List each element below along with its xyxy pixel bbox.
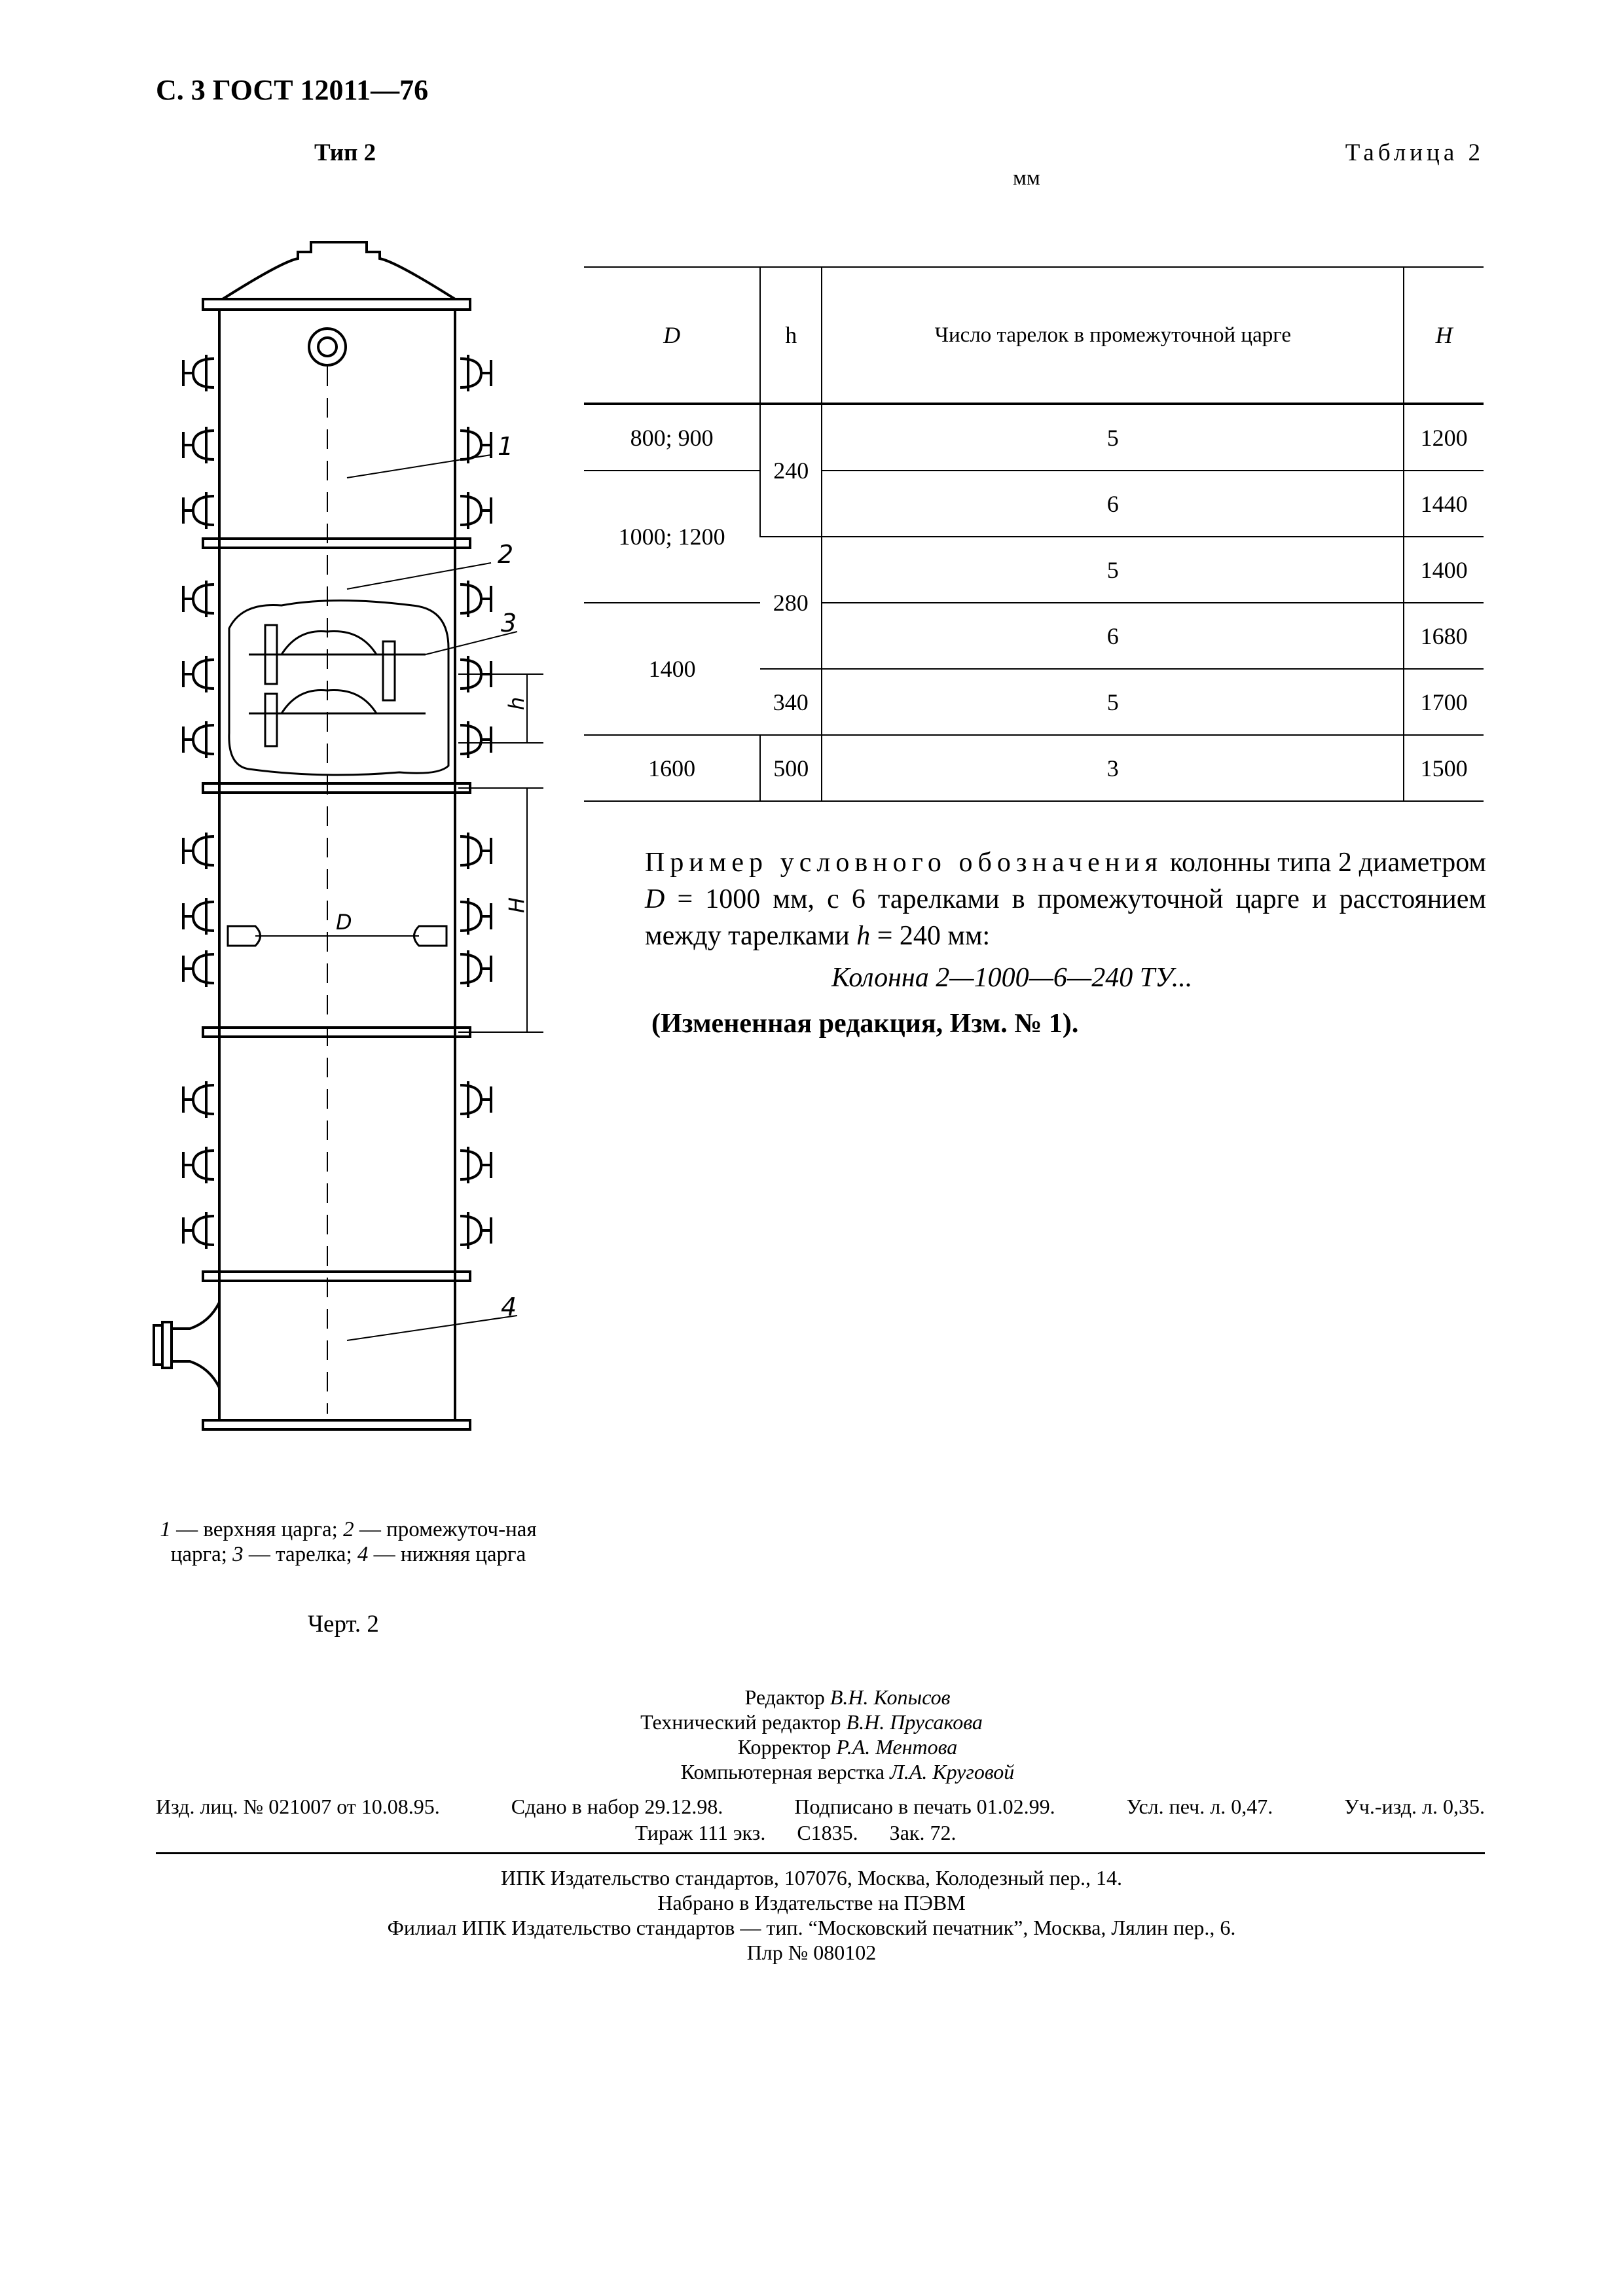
col-header-h: h xyxy=(760,267,822,404)
cell-H: 1400 xyxy=(1404,537,1484,603)
table-row xyxy=(584,735,1484,801)
nozzle-glyph xyxy=(183,950,214,987)
nozzle-glyph xyxy=(460,1212,491,1249)
amendment-note: (Измененная редакция, Изм. № 1). xyxy=(651,1009,1079,1039)
nozzle-glyph xyxy=(183,1081,214,1118)
table-row xyxy=(584,404,1484,471)
legend-text: — нижняя царга xyxy=(368,1543,526,1566)
legend-number: 2 xyxy=(343,1518,354,1541)
nozzle-glyph xyxy=(183,427,214,463)
cell-H: 1500 xyxy=(1404,735,1484,801)
imprint-line-1: Изд. лиц. № 021007 от 10.08.95. Сдано в набор 29.12.98. Подписано в печать 01.02.99. Усл. печ. л. 0,47. Уч.-изд. л. 0,35. xyxy=(156,1795,1485,1818)
drawing-type-label: Тип 2 xyxy=(314,139,376,166)
cell-plates: 6 xyxy=(822,471,1404,537)
callout-2: 2 xyxy=(498,540,514,569)
legend-text: — промежуточ-ная царга; xyxy=(170,1518,537,1566)
example-text-3: = 240 мм: xyxy=(870,921,991,951)
cell-plates: 6 xyxy=(822,603,1404,669)
cell-h: 280 xyxy=(760,537,822,669)
table-header-row xyxy=(584,267,1484,404)
table-title: Таблица 2 xyxy=(1345,139,1484,166)
col-header-H: H xyxy=(1404,267,1484,404)
credit-editor: Редактор В.Н. Копысов xyxy=(744,1685,951,1709)
table-row xyxy=(584,471,1484,537)
cell-h: 500 xyxy=(760,735,822,801)
table-2 xyxy=(584,266,1484,802)
divider xyxy=(156,1852,1485,1854)
cell-plates: 3 xyxy=(822,735,1404,801)
legend-number: 3 xyxy=(232,1543,244,1566)
nozzle-glyph xyxy=(183,898,214,935)
drawing-legend xyxy=(156,1517,541,1567)
example-text-1: колонны типа 2 диаметром xyxy=(1162,848,1486,878)
nozzle-glyph xyxy=(460,950,491,987)
page-header: С. 3 ГОСТ 12011—76 xyxy=(156,74,429,106)
credit-corrector: Корректор Р.А. Ментова xyxy=(737,1735,958,1759)
nozzle-glyph xyxy=(183,1212,214,1249)
cell-plates: 5 xyxy=(822,404,1404,471)
nozzle-glyph xyxy=(183,1147,214,1183)
nozzle-glyph xyxy=(460,492,491,529)
cell-D: 1400 xyxy=(584,603,760,735)
cell-plates: 5 xyxy=(822,537,1404,603)
nozzle-glyph xyxy=(183,721,214,758)
example-h: h xyxy=(856,921,871,951)
col-header-D: D xyxy=(584,267,760,404)
example-formula: Колонна 2—1000—6—240 ТУ... xyxy=(831,963,1193,993)
legend-text: — тарелка; xyxy=(243,1543,357,1566)
nozzle-glyph xyxy=(460,833,491,869)
example-D: D xyxy=(645,884,665,914)
nozzle-glyph xyxy=(460,721,491,758)
column-drawing xyxy=(151,223,556,1466)
credit-tech-editor: Технический редактор В.Н. Прусакова xyxy=(640,1710,983,1734)
table-unit: мм xyxy=(1013,166,1040,190)
nozzle-glyph xyxy=(183,833,214,869)
nozzle-glyph xyxy=(460,355,491,391)
cell-D: 1000; 1200 xyxy=(584,471,760,603)
credits xyxy=(0,1685,1623,1784)
nozzle-glyph xyxy=(183,492,214,529)
nozzle-glyph xyxy=(183,656,214,692)
callout-4: 4 xyxy=(501,1293,517,1321)
example-paragraph xyxy=(645,844,1486,954)
cell-h: 240 xyxy=(760,404,822,537)
cell-H: 1700 xyxy=(1404,669,1484,735)
cell-plates: 5 xyxy=(822,669,1404,735)
col-header-plates: Число тарелок в промежуточной царге xyxy=(822,267,1404,404)
dim-D-label: D xyxy=(336,910,352,935)
drawing-caption: Черт. 2 xyxy=(308,1611,379,1638)
dim-h-label: h xyxy=(504,696,529,710)
example-text-2: = 1000 мм, с 6 тарелками в промежуточной царге и расстоянием между тарелками xyxy=(645,884,1486,951)
credit-layout: Компьютерная верстка Л.А. Круговой xyxy=(680,1760,1015,1784)
publisher-info: ИПК Издательство стандартов, 107076, Москва, Колодезный пер., 14. Набрано в Издательстве на ПЭВМ Филиал ИПК Издательство стандартов — тип. “Московский печатник”, Москва, Лялин пер., 6. Плр № 080102 xyxy=(387,1866,1236,1964)
nozzle-glyph xyxy=(460,581,491,617)
cell-h: 340 xyxy=(760,669,822,735)
cell-D: 1600 xyxy=(584,735,760,801)
nozzle-glyph xyxy=(460,898,491,935)
legend-number: 1 xyxy=(160,1518,171,1541)
table-row xyxy=(584,603,1484,669)
side-nozzles xyxy=(183,355,491,1249)
imprint-line-2: Тираж 111 экз. С1835. Зак. 72. xyxy=(635,1821,957,1844)
nozzle-glyph xyxy=(460,1081,491,1118)
cell-H: 1440 xyxy=(1404,471,1484,537)
callout-3: 3 xyxy=(501,609,517,637)
dim-H-label: H xyxy=(504,897,529,913)
cell-D: 800; 900 xyxy=(584,404,760,471)
nozzle-glyph xyxy=(183,581,214,617)
callout-1: 1 xyxy=(498,432,514,461)
legend-number: 4 xyxy=(357,1543,369,1566)
nozzle-glyph xyxy=(460,1147,491,1183)
nozzle-glyph xyxy=(183,355,214,391)
example-spaced: Пример условного обозначения xyxy=(645,848,1163,878)
legend-text: — верхняя царга; xyxy=(170,1518,344,1541)
cell-H: 1200 xyxy=(1404,404,1484,471)
cell-H: 1680 xyxy=(1404,603,1484,669)
